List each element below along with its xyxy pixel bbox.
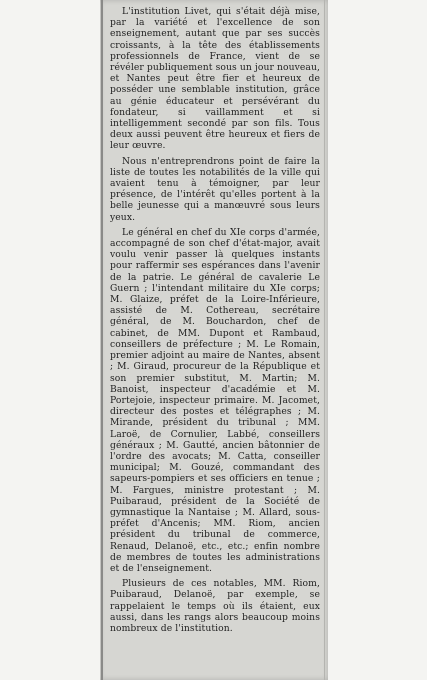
column-rule-right	[324, 0, 325, 680]
column-rule-left	[101, 0, 103, 680]
paragraph-institution-livet: L'institution Livet, qui s'était déjà mise, par la variété et l'excellence de son enseignement, autant que par ses succès croissants, à la tête des établissements professionnels de France, vient de se révéler publiquement sous un jour nouveau, et Nantes peut être fier et heureux de posséder une semblable institution, grâce au génie éducateur et persévérant du fondateur, si vaillamment et si intelligemment secondé par son fils. Tous deux aussi peuvent être heureux et fiers de leur œuvre.	[110, 6, 320, 152]
paragraph-notabilites: Nous n'entreprendrons point de faire la liste de toutes les notabilités de la ville qui avaient tenu à témoigner, par leur présence, de l'intérêt qu'elles portent à la belle jeunesse qui a manœuvré sous leurs yeux.	[110, 155, 320, 223]
paragraph-plusieurs-notables: Plusieurs de ces notables, MM. Riom, Puibaraud, Delanoë, par exemple, se rappelaient le temps où ils étaient, eux aussi, dans les rangs alors beaucoup moins nombreux de l'institution.	[110, 578, 320, 634]
paragraph-general-en-chef: Le général en chef du XIe corps d'armée, accompagné de son chef d'état-major, avait voulu venir passer là quelques instants pour raffermir ses espérances dans l'avenir de la patrie. Le général de cavalerie Le Guern ; l'intendant militaire du XIe corps; M. Glaize, préfet de la Loire-Inférieure, assisté de M. Cothereau, secrétaire général, de M. Bouchardon, chef de cabinet, de MM. Dupont et Rambaud, conseillers de préfecture ; M. Le Romain, premier adjoint au maire de Nantes, absent ; M. Giraud, procureur de la République et son premier substitut, M. Martin; M. Banoist, inspecteur d'académie et M. Portejoie, inspecteur primaire. M. Jacomet, directeur des postes et télégraphes ; M. Mirande, président du tribunal ; MM. Laroë, de Cornulier, Labbé, conseillers généraux ; M. Gautté, ancien bâtonnier de l'ordre des avocats; M. Catta, conseiller municipal; M. Gouzé, commandant des sapeurs-pompiers et ses officiers en tenue ; M. Fargues, ministre protestant ; M. Puibaraud, président de la Société de gymnastique la Nantaise ; M. Allard, sous-préfet d'Ancenis; MM. Riom, ancien président du tribunal de commerce, Renaud, Delanoë, etc., etc.; enfin nombre de membres de toutes les administrations et de l'enseignement.	[110, 226, 320, 574]
article-body	[110, 6, 320, 638]
